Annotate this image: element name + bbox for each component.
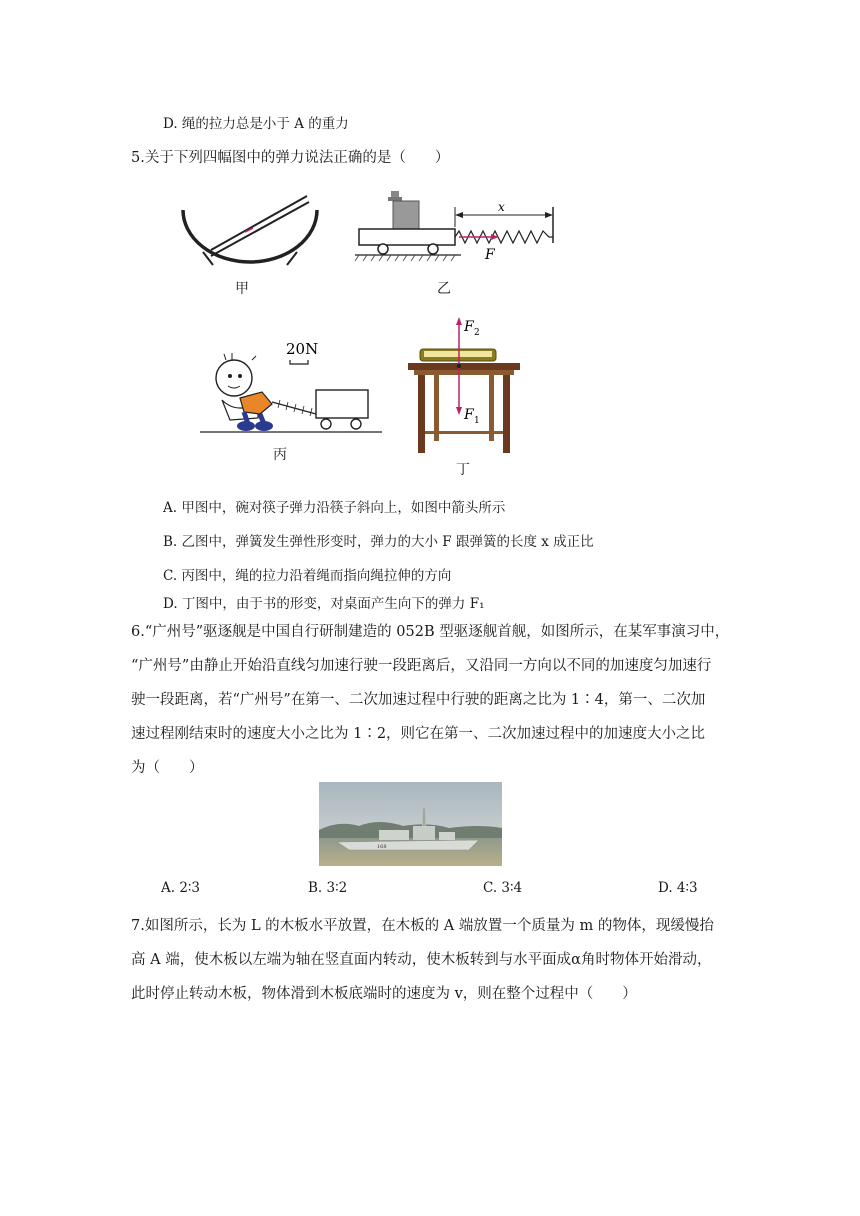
figure-yi-caption: 乙 [437,281,451,297]
q5-option-a: A. 甲图中，碗对筷子弹力沿筷子斜向上，如图中箭头所示 [163,500,506,516]
q6-stem-line-3: 驶一段距离，若“广州号”在第一、二次加速过程中行驶的距离之比为 1∶4，第一、二次加 [131,692,706,708]
destroyer-ship-image [319,782,502,866]
figure-jia [175,190,325,270]
figure-ding-caption: 丁 [456,462,470,478]
label-f2-subscript: 2 [474,328,480,338]
q5-option-c: C. 丙图中，绳的拉力沿着绳而指向绳拉伸的方向 [163,568,452,584]
label-x: x [498,200,505,214]
q7-stem-line-3: 此时停止转动木板，物体滑到木板底端时的速度为 v，则在整个过程中（ ） [131,986,637,1002]
bowl-chopstick-diagram [175,190,325,270]
label-f2: F [464,319,474,335]
q6-stem-line-4: 速过程刚结束时的速度大小之比为 1∶2，则它在第一、二次加速过程中的加速度大小之比 [131,726,706,742]
label-f1: F [464,407,474,423]
book-on-table-diagram [404,315,524,455]
q7-stem-line-1: 7.如图所示，长为 L 的木板水平放置，在木板的 A 端放置一个质量为 m 的物体，现缓慢抬 [131,918,714,934]
label-f: F [485,247,495,263]
q6-option-d: D. 4∶3 [658,880,698,896]
q6-stem-line-5: 为（ ） [131,760,204,776]
q6-option-c: C. 3∶4 [483,880,523,896]
q6-stem-line-1: 6.“广州号”驱逐舰是中国自行研制建造的 052B 型驱逐舰首舰，如图所示，在某军事演习中， [131,624,730,640]
q6-option-a: A. 2∶3 [161,880,201,896]
q7-stem-line-2: 高 A 端，使木板以左端为轴在竖直面内转动，使木板转到与水平面成α角时物体开始滑动， [131,952,712,968]
q5-option-d: D. 丁图中，由于书的形变，对桌面产生向下的弹力 F₁ [163,596,485,612]
cart-spring-diagram [355,185,565,270]
q6-option-b: B. 3∶2 [308,880,348,896]
person-pulling-cart-diagram [200,338,385,438]
q6-stem-line-2: “广州号”由静止开始沿直线匀加速行驶一段距离后，又沿同一方向以不同的加速度匀加速行 [131,658,712,674]
figure-bing [200,338,385,438]
destroyer-photo [319,782,502,866]
ship-hull-number: 168 [377,844,387,850]
q4-option-d: D. 绳的拉力总是小于 A 的重力 [163,116,349,132]
q5-stem: 5.关于下列四幅图中的弹力说法正确的是（ ） [131,150,450,166]
figure-bing-caption: 丙 [273,447,287,463]
scale-label: 20N [286,340,319,358]
label-f1-subscript: 1 [474,416,480,426]
figure-yi [355,185,565,270]
figure-jia-caption: 甲 [235,281,249,297]
q5-option-b: B. 乙图中，弹簧发生弹性形变时，弹力的大小 F 跟弹簧的长度 x 成正比 [163,534,594,550]
figure-ding [404,315,524,455]
